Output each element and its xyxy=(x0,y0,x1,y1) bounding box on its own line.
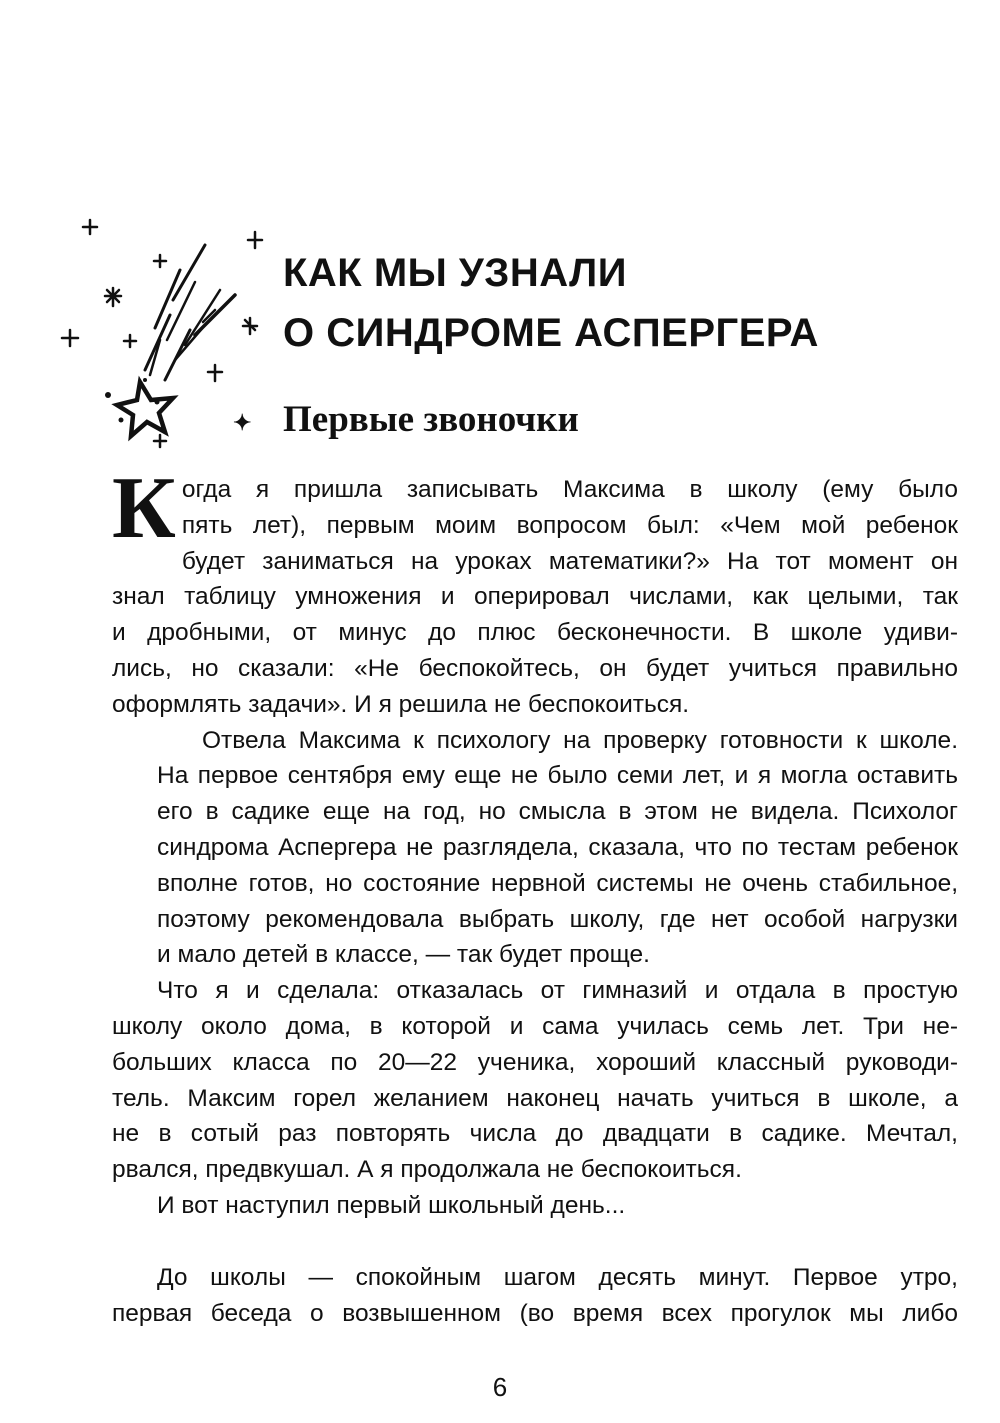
text-line: поэтому рекомендовала выбрать школу, где нет особой нагрузки xyxy=(157,905,958,933)
drop-cap: К xyxy=(112,460,176,557)
text-line: До школы — спокойным шагом десять минут. Первое утро, xyxy=(157,1263,958,1291)
sparkle-icon: ✦ xyxy=(233,410,252,435)
text-line: тель. Максим горел желанием наконец начать учиться в школе, а xyxy=(112,1084,958,1112)
text-line: знал таблицу умножения и оперировал числами, как целыми, так xyxy=(112,583,958,611)
text-line: пять лет), первым моим вопросом был: «Чем мой ребенок xyxy=(181,511,958,539)
text-line: оформлять задачи». И я решила не беспокоиться. xyxy=(112,690,690,718)
body-text xyxy=(112,460,958,1331)
paragraph-5 xyxy=(112,1260,958,1332)
text-line: синдрома Аспергера не разглядела, сказала, что по тестам ребенок xyxy=(157,833,958,861)
text-line: Отвела Максима к психологу на проверку готовности к школе. xyxy=(202,726,958,754)
text-line: огда я пришла записывать Максима в школу (ему было xyxy=(181,476,958,503)
chapter-title-line-1: КАК МЫ УЗНАЛИ xyxy=(283,251,627,295)
text-line: и мало детей в классе, — так будет проще. xyxy=(157,941,650,969)
text-line: его в садике еще на год, но смысла в этом не видела. Психолог xyxy=(157,798,958,826)
chapter-title-line-2: О СИНДРОМЕ АСПЕРГЕРА xyxy=(283,311,819,355)
text-line: На первое сентября ему еще не было семи лет, и я могла оставить xyxy=(157,762,958,790)
text-line: не в сотый раз повторять числа до двадцати в садике. Мечтал, xyxy=(112,1120,958,1148)
section-subtitle: Первые звоночки xyxy=(283,399,579,440)
text-line: первая беседа о возвышенном (во время всех прогулок мы либо xyxy=(112,1299,958,1327)
text-line: вполне готов, но состояние нервной системы не очень стабильное, xyxy=(157,869,958,897)
paragraph-2 xyxy=(112,723,958,974)
text-line: Что я и сделала: отказалась от гимназий и отдала в простую xyxy=(157,977,958,1005)
paragraph-1 xyxy=(112,460,958,723)
text-line: рвался, предвкушал. А я продолжала не беспокоиться. xyxy=(112,1156,742,1184)
text-line: будет заниматься на уроках математики?» На тот момент он xyxy=(181,547,958,575)
text-line: больших класса по 20—22 ученика, хороший классный руководи- xyxy=(112,1048,958,1076)
page-number: 6 xyxy=(492,1372,508,1402)
text-line: лись, но сказали: «Не беспокойтесь, он будет учиться правильно xyxy=(112,654,958,682)
text-line: И вот наступил первый школьный день... xyxy=(157,1191,626,1219)
paragraph-3 xyxy=(112,973,958,1188)
paragraph-4 xyxy=(112,1188,958,1224)
text-line: школу около дома, в которой и сама училась семь лет. Три не- xyxy=(112,1012,958,1040)
text-line: и дробными, от минус до плюс бесконечности. В школе удиви- xyxy=(112,619,958,647)
chapter-title xyxy=(283,243,819,363)
